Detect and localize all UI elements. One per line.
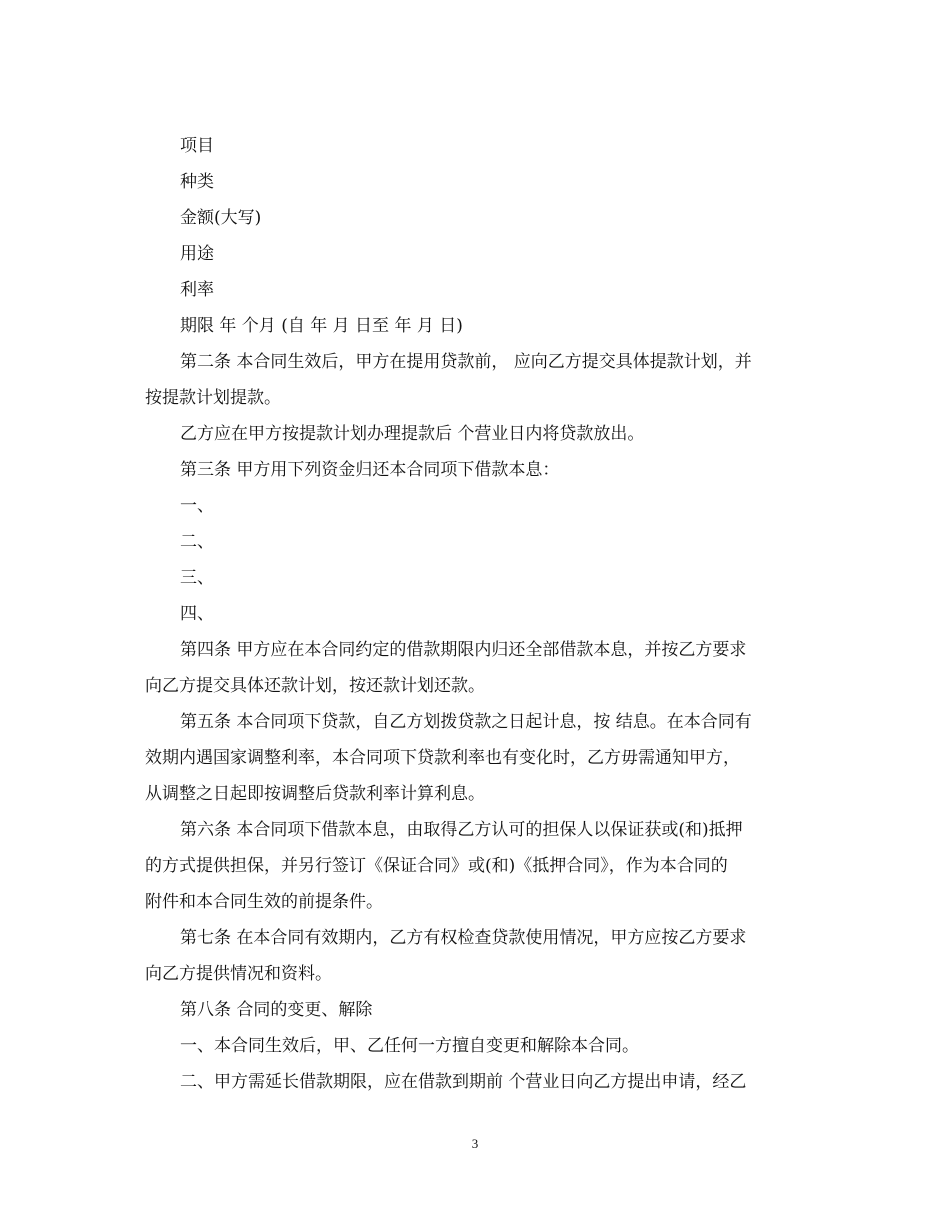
text-line: 一、本合同生效后，甲、乙任何一方擅自变更和解除本合同。 xyxy=(180,1036,639,1056)
document-body xyxy=(145,128,810,1100)
text-line: 二、 xyxy=(180,532,214,552)
text-line: 利率 xyxy=(180,280,214,300)
text-line: 第三条 甲方用下列资金归还本合同项下借款本息： xyxy=(180,460,560,480)
text-line: 的方式提供担保，并另行签订《保证合同》或(和)《抵押合同》，作为本合同的 xyxy=(145,856,728,876)
text-line: 一、 xyxy=(180,496,214,516)
text-line: 三、 xyxy=(180,568,214,588)
text-line: 项目 xyxy=(180,136,214,156)
page-number: 3 xyxy=(471,1136,479,1151)
text-line: 从调整之日起即按调整后贷款利率计算利息。 xyxy=(145,784,485,804)
text-line: 按提款计划提款。 xyxy=(145,388,281,408)
text-line: 向乙方提交具体还款计划，按还款计划还款。 xyxy=(145,676,485,696)
text-line: 第四条 甲方应在本合同约定的借款期限内归还全部借款本息，并按乙方要求 xyxy=(180,640,747,660)
text-line: 四、 xyxy=(180,604,214,624)
text-line: 期限 年 个月 (自 年 月 日至 年 月 日) xyxy=(180,316,463,336)
text-line: 金额(大写) xyxy=(180,208,262,228)
text-line: 效期内遇国家调整利率，本合同项下贷款利率也有变化时，乙方毋需通知甲方， xyxy=(145,748,740,768)
text-line: 附件和本合同生效的前提条件。 xyxy=(145,892,383,912)
text-line: 第五条 本合同项下贷款，自乙方划拨贷款之日起计息，按 结息。在本合同有 xyxy=(180,712,752,732)
text-line: 向乙方提供情况和资料。 xyxy=(145,964,332,984)
text-line: 第八条 合同的变更、解除 xyxy=(180,1000,373,1020)
text-line: 二、甲方需延长借款期限，应在借款到期前 个营业日向乙方提出申请，经乙 xyxy=(180,1072,747,1092)
text-line: 种类 xyxy=(180,172,214,192)
text-line: 用途 xyxy=(180,244,214,264)
text-line: 乙方应在甲方按提款计划办理提款后 个营业日内将贷款放出。 xyxy=(180,424,645,444)
text-line: 第七条 在本合同有效期内，乙方有权检查贷款使用情况，甲方应按乙方要求 xyxy=(180,928,747,948)
text-line: 第六条 本合同项下借款本息，由取得乙方认可的担保人以保证获或(和)抵押 xyxy=(180,820,743,840)
text-line: 第二条 本合同生效后，甲方在提用贷款前， 应向乙方提交具体提款计划，并 xyxy=(180,352,752,372)
